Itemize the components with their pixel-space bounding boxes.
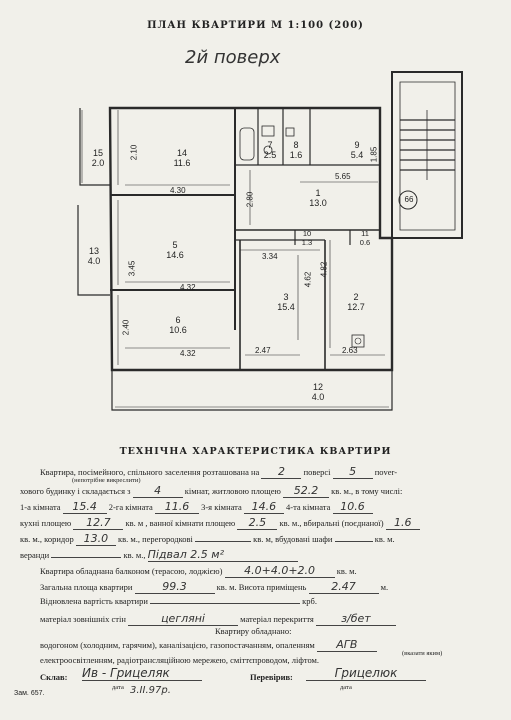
tech-line-13: електроосвітленням, радіотрансляційною мережею, сміттєпроводом, ліфтом.: [40, 655, 320, 665]
room-12: 12 4.0: [311, 382, 325, 402]
tech-line-6: веранди кв. м., Підвал 2.5 м²: [20, 548, 298, 562]
dim-label: 3.45: [127, 260, 137, 277]
dim-label: 4.62: [303, 271, 313, 288]
ceiling-height: 2.47: [309, 580, 379, 594]
room-8: 8 1.6: [289, 140, 303, 160]
tech-line-2: хового будинку і складається з 4 кімнат, житловою площею 52.2 кв. м., в тому числі:: [20, 484, 403, 497]
date-value: 3.II.97р.: [130, 685, 171, 696]
dim-label: 5.65: [335, 172, 351, 181]
tech-line-1: Квартира, посімейного, спільного заселення розташована на 2 поверсі 5 пover-: [40, 465, 398, 478]
floor-label: 2й поверх: [185, 47, 281, 68]
wall-material: цегляні: [128, 612, 238, 626]
room-15: 15 2.0: [91, 148, 105, 168]
dim-label: 4.82: [319, 261, 329, 278]
corridor-area: 13.0: [76, 532, 116, 546]
room-6: 6 10.6: [169, 315, 187, 335]
tech-line-11: Квартиру обладнано:: [215, 626, 292, 636]
tech-line-4: кухні площею 12.7 кв. м , ванної кімнати площею 2.5 кв. м., вбиральні (поєднаної) 1.6: [20, 516, 420, 530]
room-5: 5 14.6: [166, 240, 184, 260]
room-3: 3 15.4: [277, 292, 295, 312]
room4-area: 10.6: [333, 500, 373, 514]
room3-area: 14.6: [244, 500, 284, 514]
dim-label: 2.47: [255, 346, 271, 355]
cellar-value: Підвал 2.5 м²: [148, 548, 298, 562]
checker-label: Перевірив:: [250, 672, 293, 682]
tech-line-5: кв. м., коридор 13.0 кв. м., перегородкові кв. м, вбудовані шафи кв. м.: [20, 532, 395, 545]
floor-value: 2: [261, 465, 301, 479]
tech-line-10: матеріал зовнішніх стін цегляні матеріал перекриття з/бет: [40, 612, 396, 626]
tech-line-8: Загальна площа квартири 99.3 кв. м. Висота приміщень 2.47 м.: [40, 580, 389, 593]
dim-label: 1.85: [369, 146, 379, 163]
heating-type: АГВ: [317, 638, 377, 652]
total-area: 99.3: [135, 580, 215, 594]
storeys-value: 5: [333, 465, 373, 479]
room-11: 11 0.6: [359, 229, 371, 247]
stair-mark: 66: [404, 195, 414, 204]
dim-label: 4.30: [170, 186, 186, 195]
tech-line-9: Відновлена вартість квартири крб.: [40, 596, 317, 606]
wc-area: 1.6: [386, 516, 420, 530]
room1-area: 15.4: [63, 500, 107, 514]
room2-area: 11.6: [155, 500, 199, 514]
dim-label: 2.40: [121, 319, 131, 336]
dim-label: 4.32: [180, 349, 196, 358]
rooms-value: 4: [133, 484, 183, 498]
dim-label: 2.10: [129, 144, 139, 161]
tech-note: (непотрібне викреслити): [72, 477, 141, 484]
checker-signature: Грицелюк: [306, 666, 426, 681]
bath-area: 2.5: [237, 516, 277, 530]
room-1: 1 13.0: [309, 188, 327, 208]
room-2: 2 12.7: [347, 292, 365, 312]
tech-section-title: ТЕХНІЧНА ХАРАКТЕРИСТИКА КВАРТИРИ: [119, 446, 392, 457]
living-area-value: 52.2: [283, 484, 329, 498]
heating-note: (вказати яким): [402, 650, 443, 657]
dim-label: 2.80: [245, 191, 255, 208]
balcony-area: 4.0+4.0+2.0: [225, 564, 335, 578]
kitchen-area: 12.7: [73, 516, 123, 530]
plan-title: ПЛАН КВАРТИРИ М 1:100 (200): [147, 20, 364, 31]
date-label: дата: [340, 684, 352, 691]
composer-signature: Ив - Грицеляк: [82, 666, 202, 681]
room-10: 10 1.3: [301, 229, 313, 247]
tech-line-7: Квартира обладнана балконом (терасою, лоджією) 4.0+4.0+2.0 кв. м.: [40, 564, 357, 577]
composer-label: Склав:: [40, 672, 68, 682]
room-7: 7 2.5: [263, 140, 277, 160]
dim-label: 4.32: [180, 283, 196, 292]
tech-line-3: 1-а кімната 15.4 2-га кімната 11.6 3-я кімната 14.6 4-та кімната 10.6: [20, 500, 373, 514]
room-13: 13 4.0: [87, 246, 101, 266]
dim-label: 2.63: [342, 346, 358, 355]
room-9: 9 5.4: [350, 140, 364, 160]
dim-label: 3.34: [262, 252, 278, 261]
tech-line-12: водогоном (холодним, гарячим), каналізацією, газопостачанням, опаленням АГВ: [40, 638, 377, 652]
order-number: Зам. 657.: [14, 690, 45, 697]
date-label: дата: [112, 684, 124, 691]
slab-material: з/бет: [316, 612, 396, 626]
room-14: 14 11.6: [173, 148, 191, 168]
